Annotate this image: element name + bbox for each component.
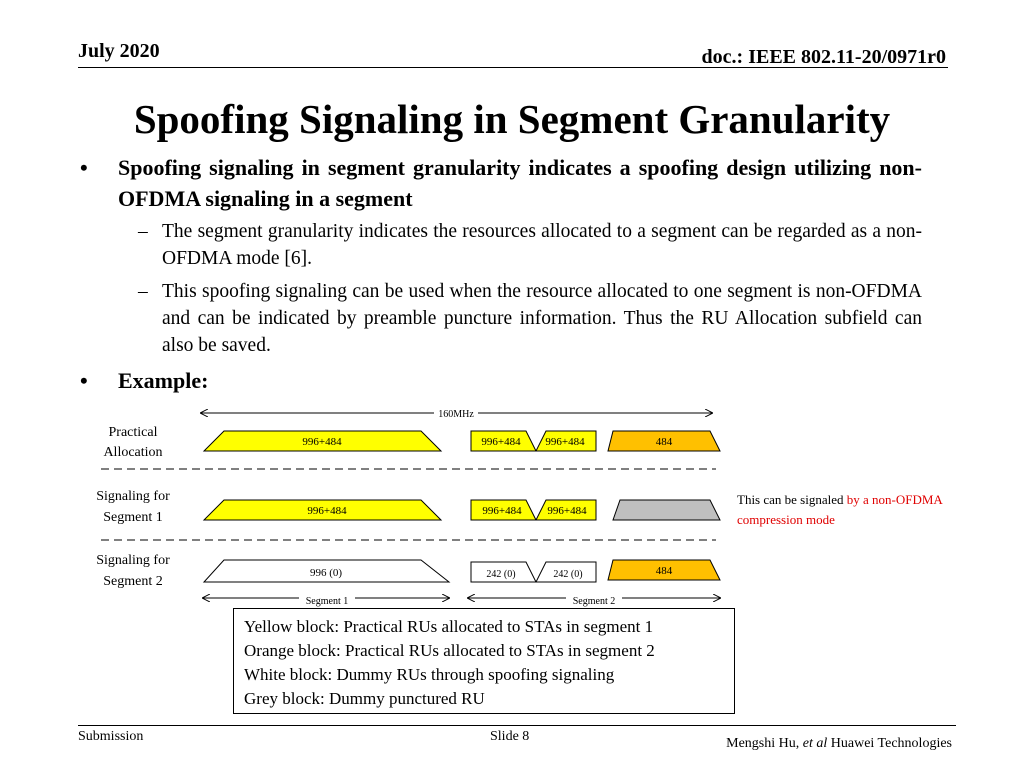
row-1-block-1-label: 996+484 bbox=[302, 436, 342, 448]
legend-yellow: Yellow block: Practical RUs allocated to STAs in segment 1 bbox=[244, 617, 654, 636]
compression-note-prefix: This can be signaled bbox=[737, 492, 847, 507]
row-2-block-2-label: 996+484 bbox=[482, 505, 522, 517]
row-1-label-line-2: Allocation bbox=[103, 445, 163, 460]
row-1-block-3-label: 996+484 bbox=[545, 436, 585, 448]
footer-author bbox=[726, 736, 952, 752]
row-3-label-line-2: Segment 2 bbox=[103, 574, 163, 589]
legend-white: White block: Dummy RUs through spoofing signaling bbox=[244, 665, 615, 684]
bullet-2-text: Example: bbox=[118, 368, 209, 393]
footer-org: Huawei Technologies bbox=[827, 736, 952, 751]
row-2-block-1-label: 996+484 bbox=[307, 505, 347, 517]
row-2-punctured-block bbox=[613, 500, 720, 520]
row-3-block-2-label: 242 (0) bbox=[486, 569, 516, 580]
sub-bullet-2-text: This spoofing signaling can be used when the resource allocated to one segment is non-OFDMA and can be indicated by preamble puncture information. Thus the RU Allocation subfield can also be saved. bbox=[162, 281, 922, 356]
legend-box bbox=[233, 608, 735, 714]
footer-rule bbox=[78, 725, 956, 726]
slide-title: Spoofing Signaling in Segment Granularity bbox=[133, 96, 891, 142]
bullet-dot-icon: • bbox=[80, 368, 88, 393]
segment-1-label: Segment 1 bbox=[305, 596, 349, 607]
footer-slide-number: Slide 8 bbox=[490, 729, 530, 744]
compression-note-highlight: by a non-OFDMA compression mode bbox=[737, 492, 943, 527]
footer-author-name: Mengshi Hu, bbox=[726, 736, 803, 751]
row-2-block-3-label: 996+484 bbox=[547, 505, 587, 517]
bandwidth-label: 160MHz bbox=[438, 409, 474, 420]
dash-icon: – bbox=[138, 221, 148, 242]
sub-bullet-1-text: The segment granularity indicates the resources allocated to a segment can be regarded as a non-OFDMA mode [6]. bbox=[162, 221, 922, 269]
row-1-block-2-label: 996+484 bbox=[481, 436, 521, 448]
row-3-block-3-label: 242 (0) bbox=[553, 569, 583, 580]
legend-orange: Orange block: Practical RUs allocated to STAs in segment 2 bbox=[244, 641, 655, 660]
header-doc-id: doc.: IEEE 802.11-20/0971r0 bbox=[701, 46, 946, 68]
row-3-block-1-label: 996 (0) bbox=[309, 567, 343, 579]
compression-note bbox=[737, 490, 947, 530]
row-1-block-4-label: 484 bbox=[655, 436, 673, 448]
footer-submission: Submission bbox=[78, 729, 144, 744]
segment-2-label: Segment 2 bbox=[572, 596, 616, 607]
row-2-label-line-2: Segment 1 bbox=[103, 510, 163, 525]
dash-icon: – bbox=[138, 281, 148, 302]
legend-grey: Grey block: Dummy punctured RU bbox=[244, 689, 485, 708]
row-3-label-line-1: Signaling for bbox=[96, 553, 170, 568]
row-3-block-4-label: 484 bbox=[655, 565, 673, 577]
footer-etal: et al bbox=[802, 736, 828, 751]
bullet-dot-icon: • bbox=[80, 155, 88, 180]
header-date: July 2020 bbox=[78, 40, 160, 62]
row-1-label-line-1: Practical bbox=[108, 425, 158, 440]
bullet-1-text: Spoofing signaling in segment granularity indicates a spoofing design utilizing non-OFDMA signaling in a segment bbox=[118, 155, 922, 211]
row-2-label-line-1: Signaling for bbox=[96, 489, 170, 504]
